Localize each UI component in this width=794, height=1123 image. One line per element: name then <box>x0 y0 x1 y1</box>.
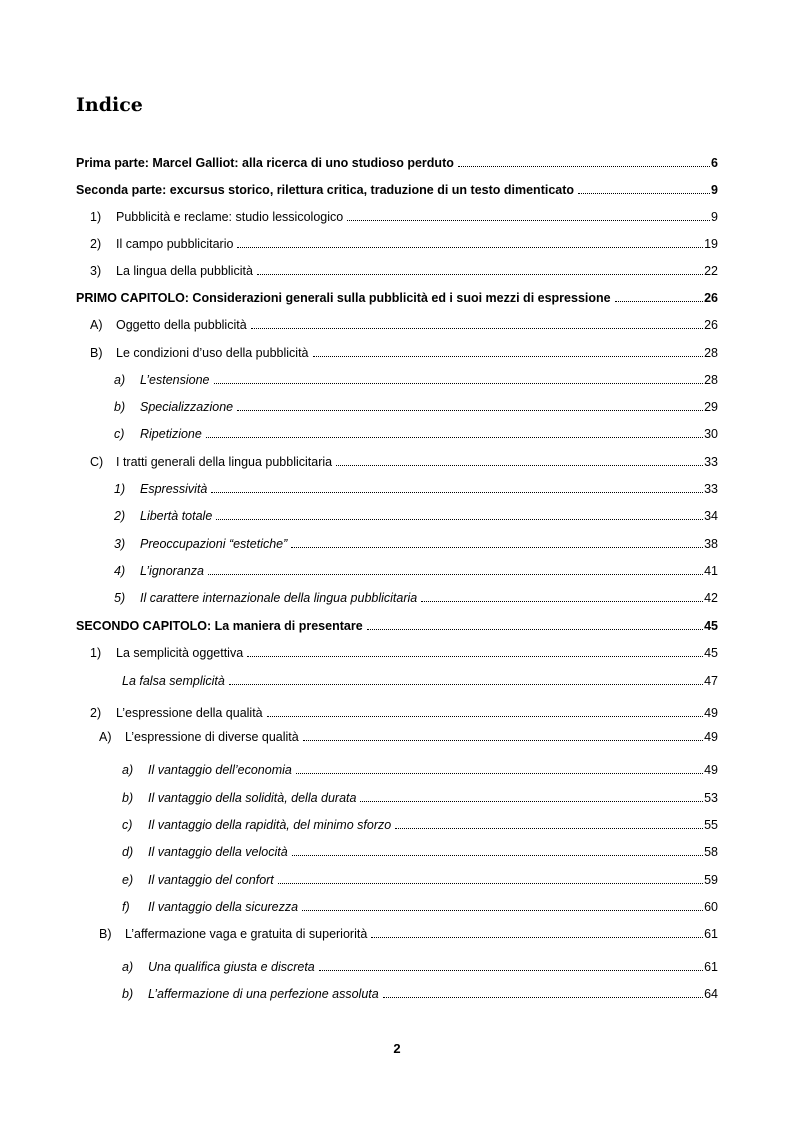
toc-entry-number: B) <box>90 346 103 360</box>
toc-entry-label: Oggetto della pubblicità <box>116 318 247 332</box>
toc-entry[interactable] <box>114 589 718 607</box>
toc-entry-page: 49 <box>704 706 718 720</box>
toc-entry[interactable] <box>122 898 718 916</box>
toc-entry[interactable] <box>114 480 718 498</box>
toc-entry-page: 61 <box>704 960 718 974</box>
toc-entry-label: L’espressione della qualità <box>116 706 263 720</box>
toc-entry-page: 28 <box>704 346 718 360</box>
toc-entry[interactable] <box>122 871 718 889</box>
toc-entry[interactable] <box>114 507 718 525</box>
toc-entry-label: L’affermazione vaga e gratuita di superiorità <box>125 927 368 941</box>
toc-entry-label: Espressività <box>140 482 208 496</box>
toc-entry-number: a) <box>122 763 134 777</box>
dot-leader <box>336 454 703 466</box>
toc-entry-page: 41 <box>704 564 718 578</box>
toc-entry-page: 30 <box>704 427 718 441</box>
toc-entry-label: Il vantaggio della solidità, della durata <box>148 791 357 805</box>
toc-entry-page: 26 <box>704 318 718 332</box>
page-number: 2 <box>393 1041 401 1056</box>
toc-entry-number: 2) <box>90 706 102 720</box>
dot-leader <box>383 986 703 998</box>
toc-entry-label: La semplicità oggettiva <box>116 646 244 660</box>
toc-entry-label: L’espressione di diverse qualità <box>125 730 299 744</box>
toc-entry[interactable] <box>90 235 718 253</box>
toc-entry-page: 49 <box>704 763 718 777</box>
toc-entry-number: c) <box>114 427 125 441</box>
toc-entry[interactable] <box>122 816 718 834</box>
toc-entry-number: 3) <box>90 264 102 278</box>
toc-entry-page: 47 <box>704 674 718 688</box>
toc-entry-label: Il vantaggio della sicurezza <box>148 900 299 914</box>
toc-entry-page: 38 <box>704 537 718 551</box>
toc-entry[interactable] <box>90 453 718 471</box>
toc-entry-label: Una qualifica giusta e discreta <box>148 960 315 974</box>
toc-entry-number: 4) <box>114 564 126 578</box>
toc-entry[interactable] <box>122 789 718 807</box>
toc-entry-label: Preoccupazioni “estetiche” <box>140 537 288 551</box>
dot-leader <box>214 372 704 384</box>
toc-entry-number: c) <box>122 818 133 832</box>
dot-leader <box>251 317 703 329</box>
toc-entry-label: La falsa semplicità <box>122 674 225 688</box>
toc-entry-page: 28 <box>704 373 718 387</box>
dot-leader <box>292 844 703 856</box>
dot-leader <box>578 182 710 194</box>
dot-leader <box>216 508 703 520</box>
toc-entry-page: 53 <box>704 791 718 805</box>
toc-entry-number: a) <box>114 373 126 387</box>
toc-entry-label: Il vantaggio della rapidità, del minimo sforzo <box>148 818 392 832</box>
toc-entry[interactable] <box>90 262 718 280</box>
toc-entry-page: 6 <box>711 156 718 170</box>
toc-entry-label: Il vantaggio del confort <box>148 873 274 887</box>
dot-leader <box>208 563 703 575</box>
toc-entry-page: 49 <box>704 730 718 744</box>
toc-entry-label: L’estensione <box>140 373 210 387</box>
dot-leader <box>615 290 703 302</box>
dot-leader <box>319 959 703 971</box>
toc-entry-number: e) <box>122 873 134 887</box>
toc-entry-page: 55 <box>704 818 718 832</box>
dot-leader <box>257 263 703 275</box>
dot-leader <box>458 155 710 167</box>
toc-entry[interactable] <box>122 761 718 779</box>
toc-entry-number: d) <box>122 845 134 859</box>
toc-entry[interactable] <box>114 562 718 580</box>
toc-entry-page: 60 <box>704 900 718 914</box>
toc-entry[interactable] <box>76 617 718 635</box>
toc-entry[interactable] <box>90 704 718 722</box>
toc-entry-number: 3) <box>114 537 126 551</box>
dot-leader <box>296 762 703 774</box>
toc-entry[interactable] <box>76 289 718 307</box>
dot-leader <box>371 926 703 938</box>
toc-entry[interactable] <box>90 344 718 362</box>
toc-entry-number: 1) <box>90 646 102 660</box>
toc-entry-label: L’ignoranza <box>140 564 204 578</box>
toc-entry-page: 22 <box>704 264 718 278</box>
dot-leader <box>247 645 703 657</box>
toc-entry-number: C) <box>90 455 104 469</box>
toc-entry-page: 33 <box>704 482 718 496</box>
dot-leader <box>395 817 703 829</box>
toc-entry-number: b) <box>122 987 134 1001</box>
toc-entry-label: Le condizioni d’uso della pubblicità <box>116 346 309 360</box>
toc-entry[interactable] <box>122 843 718 861</box>
dot-leader <box>313 345 704 357</box>
toc-entry-page: 19 <box>704 237 718 251</box>
dot-leader <box>278 872 703 884</box>
toc-entry-page: 61 <box>704 927 718 941</box>
toc-entry-label: Libertà totale <box>140 509 213 523</box>
dot-leader <box>237 399 703 411</box>
dot-leader <box>302 899 703 911</box>
toc-entry[interactable] <box>90 208 718 226</box>
toc-entry-number: b) <box>122 791 134 805</box>
toc-entry-label: L’affermazione di una perfezione assoluta <box>148 987 379 1001</box>
toc-entry-page: 26 <box>704 291 718 305</box>
dot-leader <box>303 729 703 741</box>
toc-entry-label: Ripetizione <box>140 427 202 441</box>
toc-entry-number: 2) <box>114 509 126 523</box>
dot-leader <box>421 590 703 602</box>
toc-entry-label: PRIMO CAPITOLO: Considerazioni generali sulla pubblicità ed i suoi mezzi di espressione <box>76 291 611 305</box>
toc-entry-page: 9 <box>711 210 718 224</box>
toc-entry-number: 1) <box>114 482 126 496</box>
toc-entry[interactable] <box>114 371 718 389</box>
toc-entry[interactable] <box>76 154 718 172</box>
toc-entry[interactable] <box>76 181 718 199</box>
dot-leader <box>237 236 703 248</box>
toc-entry-label: Prima parte: Marcel Galliot: alla ricerca di uno studioso perduto <box>76 156 454 170</box>
dot-leader <box>347 209 710 221</box>
toc-entry-page: 9 <box>711 183 718 197</box>
dot-leader <box>206 426 703 438</box>
dot-leader <box>291 536 703 548</box>
toc-entry-number: A) <box>90 318 103 332</box>
toc-entry-number: 2) <box>90 237 102 251</box>
page-title: Indice <box>76 94 143 116</box>
toc-entry-page: 45 <box>704 646 718 660</box>
toc-entry-label: SECONDO CAPITOLO: La maniera di presentare <box>76 619 363 633</box>
toc-entry[interactable] <box>90 644 718 662</box>
dot-leader <box>211 481 703 493</box>
toc-entry-label: La lingua della pubblicità <box>116 264 253 278</box>
toc-entry[interactable] <box>122 958 718 976</box>
toc-entry-number: b) <box>114 400 126 414</box>
toc-entry-label: I tratti generali della lingua pubblicitaria <box>116 455 333 469</box>
toc-entry-number: A) <box>99 730 112 744</box>
toc-entry-page: 64 <box>704 987 718 1001</box>
toc-entry-number: f) <box>122 900 130 914</box>
toc-entry-page: 45 <box>704 619 718 633</box>
toc-entry[interactable] <box>122 672 718 690</box>
toc-entry-page: 42 <box>704 591 718 605</box>
toc-entry[interactable] <box>114 535 718 553</box>
toc-entry-label: Il carattere internazionale della lingua pubblicitaria <box>140 591 418 605</box>
toc-entry-label: Il campo pubblicitario <box>116 237 234 251</box>
toc-entry[interactable] <box>90 316 718 334</box>
toc-entry[interactable] <box>114 425 718 443</box>
toc-entry[interactable] <box>99 925 718 943</box>
toc-entry-label: Specializzazione <box>140 400 234 414</box>
toc-entry[interactable] <box>122 985 718 1003</box>
toc-entry-number: B) <box>99 927 112 941</box>
dot-leader <box>367 618 703 630</box>
toc-entry[interactable] <box>99 728 718 746</box>
dot-leader <box>229 673 703 685</box>
toc-entry-label: Seconda parte: excursus storico, rilettura critica, traduzione di un testo dimenticato <box>76 183 575 197</box>
toc-entry-page: 29 <box>704 400 718 414</box>
toc-entry-page: 58 <box>704 845 718 859</box>
dot-leader <box>360 790 703 802</box>
toc-entry-label: Pubblicità e reclame: studio lessicologico <box>116 210 344 224</box>
toc-entry-number: 1) <box>90 210 102 224</box>
toc-entry[interactable] <box>114 398 718 416</box>
dot-leader <box>267 705 703 717</box>
toc-entry-number: 5) <box>114 591 126 605</box>
toc-entry-number: a) <box>122 960 134 974</box>
toc-entry-page: 34 <box>704 509 718 523</box>
toc-entry-label: Il vantaggio dell’economia <box>148 763 292 777</box>
toc-entry-label: Il vantaggio della velocità <box>148 845 288 859</box>
toc-entry-page: 33 <box>704 455 718 469</box>
toc-entry-page: 59 <box>704 873 718 887</box>
